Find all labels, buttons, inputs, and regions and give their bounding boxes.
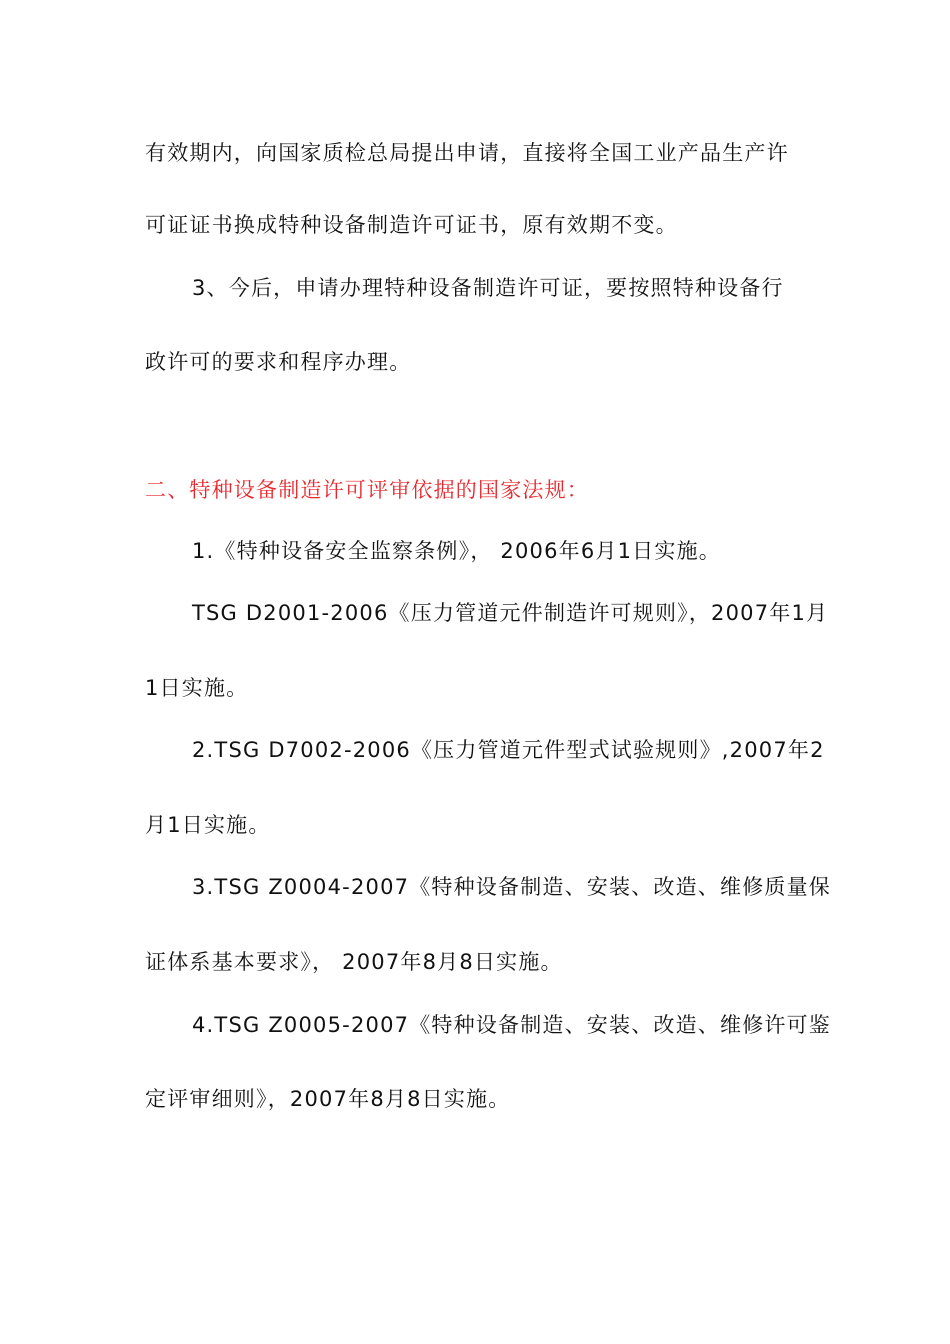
regulation-item: 1.《特种设备安全监察条例》， 2006年6月1日实施。	[192, 539, 721, 563]
regulation-item-continued: 1日实施。	[145, 676, 249, 700]
section-heading: 二、特种设备制造许可评审依据的国家法规：	[145, 478, 589, 502]
paragraph-line: 有效期内，向国家质检总局提出申请，直接将全国工业产品生产许	[145, 141, 789, 165]
regulation-item: 3.TSG Z0004-2007《特种设备制造、安装、改造、维修质量保	[192, 875, 831, 899]
regulation-item-continued: 月1日实施。	[145, 813, 271, 837]
paragraph-line: 政许可的要求和程序办理。	[145, 350, 412, 374]
paragraph-line: 3、今后，申请办理特种设备制造许可证，要按照特种设备行	[192, 276, 784, 300]
regulation-item: 4.TSG Z0005-2007《特种设备制造、安装、改造、维修许可鉴	[192, 1013, 831, 1037]
regulation-item-continued: 证体系基本要求》， 2007年8月8日实施。	[145, 950, 563, 974]
regulation-item: TSG D2001-2006《压力管道元件制造许可规则》，2007年1月	[192, 601, 829, 625]
regulation-item-continued: 定评审细则》，2007年8月8日实施。	[145, 1087, 511, 1111]
regulation-item: 2.TSG D7002-2006《压力管道元件型式试验规则》,2007年2	[192, 738, 825, 762]
paragraph-line: 可证证书换成特种设备制造许可证书，原有效期不变。	[145, 213, 678, 237]
